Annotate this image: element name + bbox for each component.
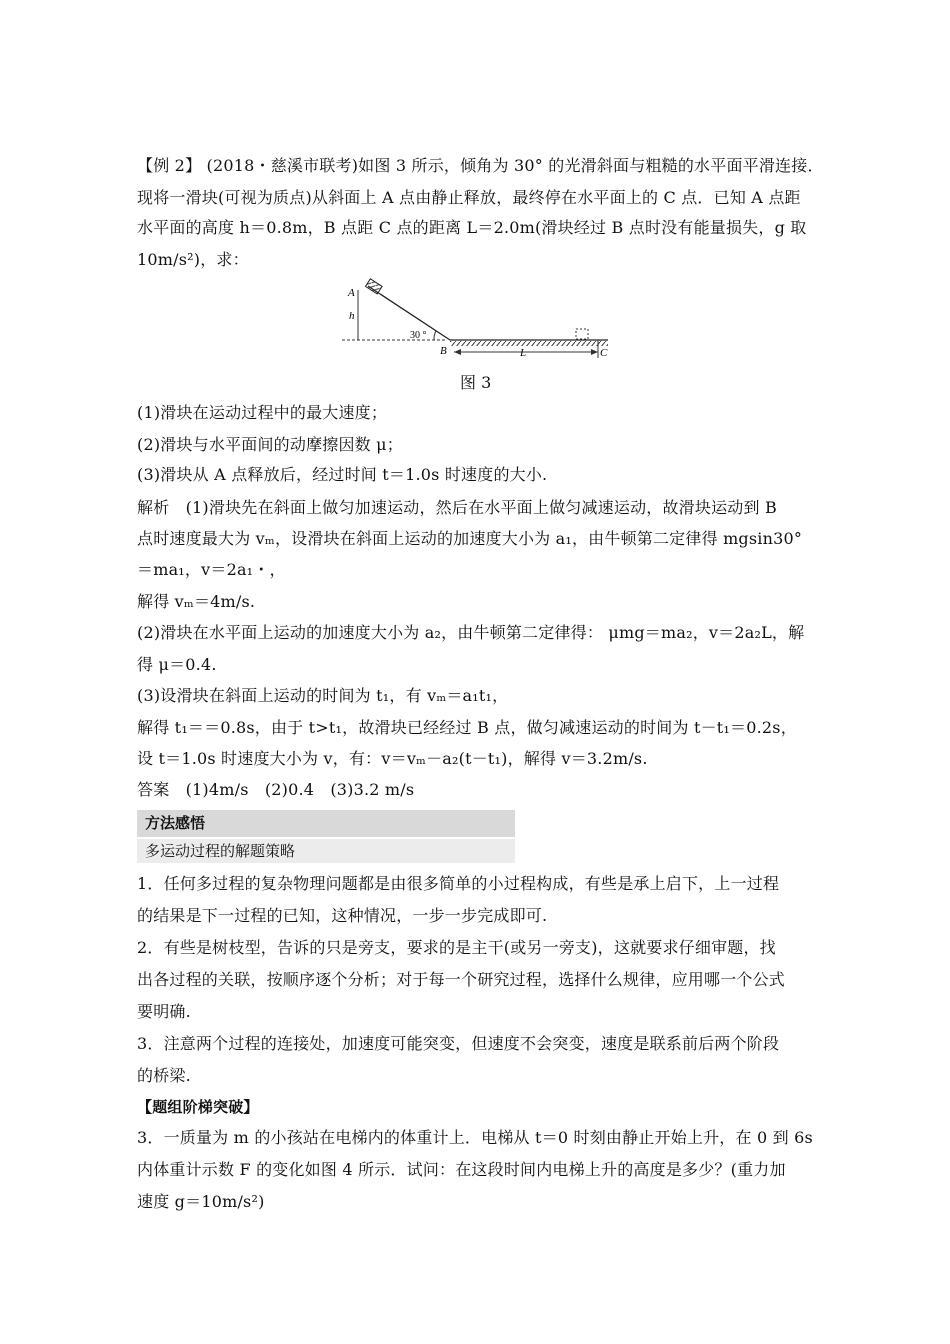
method-line-3: 2．有些是树枝型，告诉的只是旁支，要求的是主干(或另一旁支)，这就要求仔细审题，找 bbox=[137, 938, 776, 957]
answer-line: 答案 (1)4m/s (2)0.4 (3)3.2 m/s bbox=[137, 780, 415, 799]
slider-block-a bbox=[365, 279, 382, 294]
angle-arc bbox=[434, 331, 436, 340]
label-c: C bbox=[600, 347, 608, 359]
solution-line-9: 设 t＝1.0s 时速度大小为 v，有：v＝vₘ－a₂(t－t₁)，解得 v＝3.2m/s. bbox=[137, 749, 648, 768]
practice-line-1: 3．一质量为 m 的小孩站在电梯内的体重计上．电梯从 t＝0 时刻由静止开始上升，在 0 到 6s bbox=[137, 1128, 813, 1147]
solution-line-7: (3)设滑块在斜面上运动的时间为 t₁，有 vₘ＝a₁t₁， bbox=[137, 686, 509, 705]
question-2: (2)滑块与水平面间的动摩擦因数 μ； bbox=[137, 435, 403, 454]
ground-hatch bbox=[450, 341, 608, 346]
incline-surface bbox=[368, 286, 450, 340]
solution-line-8: 解得 t₁＝＝0.8s，由于 t>t₁，故滑块已经经过 B 点，做匀减速运动的时间为 t－t₁＝0.2s， bbox=[137, 718, 797, 737]
example-line-3: 水平面的高度 h＝0.8m，B 点距 C 点的距离 L＝2.0m(滑块经过 B 点时没有能量损失，g 取 bbox=[137, 218, 807, 237]
method-line-6: 3．注意两个过程的连接处，加速度可能突变，但速度不会突变，速度是联系前后两个阶段 bbox=[137, 1034, 780, 1053]
solution-line-3: ＝ma₁，v＝2a₁・， bbox=[137, 560, 286, 579]
practice-line-3: 速度 g＝10m/s²) bbox=[137, 1192, 265, 1211]
solution-line-4: 解得 vₘ＝4m/s. bbox=[137, 592, 256, 611]
incline-diagram bbox=[330, 276, 620, 361]
method-title: 方法感悟 bbox=[137, 810, 515, 837]
method-line-1: 1．任何多过程的复杂物理问题都是由很多简单的小过程构成，有些是承上启下，上一过程 bbox=[137, 874, 780, 893]
method-line-2: 的结果是下一过程的已知，这种情况，一步一步完成即可. bbox=[137, 906, 548, 925]
example-line-1: 【例 2】 (2018・慈溪市联考)如图 3 所示，倾角为 30° 的光滑斜面与粗糙的水平面平滑连接． bbox=[137, 156, 824, 175]
question-1: (1)滑块在运动过程中的最大速度； bbox=[137, 403, 388, 422]
label-b: B bbox=[440, 345, 447, 357]
solution-line-6: 得 μ＝0.4. bbox=[137, 655, 217, 674]
method-line-5: 要明确. bbox=[137, 1002, 191, 1021]
example-line-2: 现将一滑块(可视为质点)从斜面上 A 点由静止释放，最终停在水平面上的 C 点．已知 A 点距 bbox=[137, 188, 801, 207]
practice-heading: 【题组阶梯突破】 bbox=[137, 1098, 259, 1116]
solution-line-5: (2)滑块在水平面上运动的加速度大小为 a₂，由牛顿第二定律得： μmg＝ma₂，v＝2a₂L，解 bbox=[137, 623, 805, 642]
solution-line-2: 点时速度最大为 vₘ，设滑块在斜面上运动的加速度大小为 a₁，由牛顿第二定律得 mgsin30° bbox=[137, 529, 803, 548]
label-h: h bbox=[349, 310, 355, 322]
example-line-4: 10m/s²)，求： bbox=[137, 250, 249, 269]
solution-line-1: 解析 (1)滑块先在斜面上做匀加速运动，然后在水平面上做匀减速运动，故滑块运动到 B bbox=[137, 498, 777, 517]
method-line-7: 的桥梁. bbox=[137, 1066, 191, 1085]
figure-caption: 图 3 bbox=[460, 373, 492, 392]
question-3: (3)滑块从 A 点释放后，经过时间 t＝1.0s 时速度的大小. bbox=[137, 465, 548, 484]
method-line-4: 出各过程的关联，按顺序逐个分析；对于每一个研究过程，选择什么规律，应用哪一个公式 bbox=[137, 970, 786, 989]
label-angle: 30 ° bbox=[410, 330, 427, 341]
practice-line-2: 内体重计示数 F 的变化如图 4 所示．试问：在这段时间内电梯上升的高度是多少？(重力加 bbox=[137, 1160, 786, 1179]
label-l: L bbox=[520, 347, 527, 359]
method-subtitle: 多运动过程的解题策略 bbox=[137, 839, 515, 863]
slider-block-c bbox=[576, 329, 588, 339]
label-a: A bbox=[348, 287, 355, 299]
